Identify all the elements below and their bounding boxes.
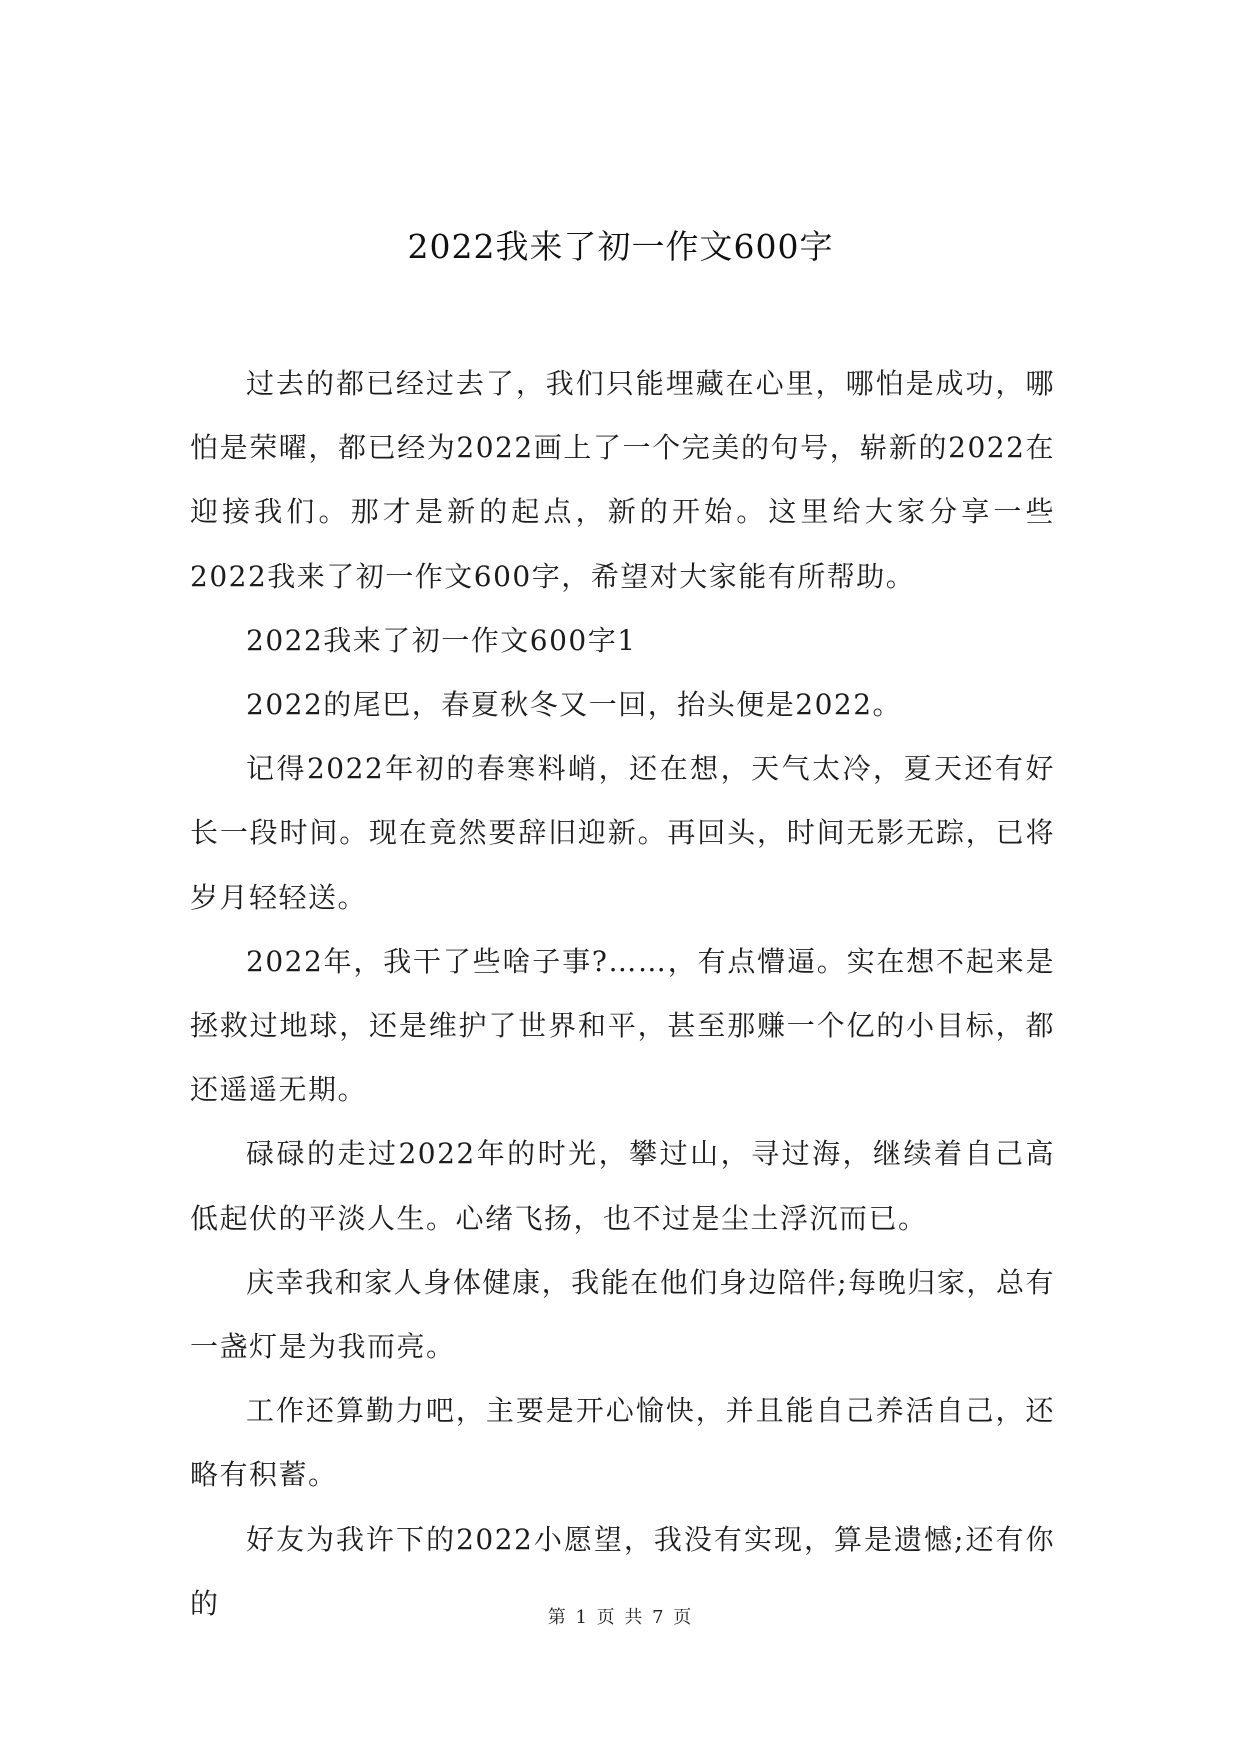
document-title: 2022我来了初一作文600字 bbox=[407, 227, 834, 266]
paragraph: 2022年，我干了些啥子事?……，有点懵逼。实在想不起来是拯救过地球，还是维护了世界和平，甚至那赚一个亿的小目标，都还遥遥无期。 bbox=[190, 944, 1055, 1107]
paragraph: 碌碌的走过2022年的时光，攀过山，寻过海，继续着自己高低起伏的平淡人生。心绪飞扬，也不过是尘土浮沉而已。 bbox=[190, 1137, 1055, 1235]
paragraph-intro: 过去的都已经过去了，我们只能埋藏在心里，哪怕是成功，哪怕是荣曜，都已经为2022画上了一个完美的句号，崭新的2022在迎接我们。那才是新的起点，新的开始。这里给大家分享一些2022我来了初一作文600字，希望对大家能有所帮助。 bbox=[190, 367, 1055, 593]
paragraph: 记得2022年初的春寒料峭，还在想，天气太冷，夏天还有好长一段时间。现在竟然要辞旧迎新。再回头，时间无影无踪，已将岁月轻轻送。 bbox=[190, 752, 1055, 914]
page-footer: 第 1 页 共 7 页 bbox=[547, 1607, 694, 1628]
section-heading: 2022我来了初一作文600字1 bbox=[246, 623, 637, 657]
document-body bbox=[190, 352, 1055, 1636]
paragraph: 工作还算勤力吧，主要是开心愉快，并且能自己养活自己，还略有积蓄。 bbox=[190, 1394, 1055, 1492]
paragraph: 好友为我许下的2022小愿望，我没有实现，算是遗憾;还有你的 bbox=[190, 1522, 1055, 1620]
paragraph: 庆幸我和家人身体健康，我能在他们身边陪伴;每晚归家，总有一盏灯是为我而亮。 bbox=[190, 1265, 1055, 1364]
paragraph: 2022的尾巴，春夏秋冬又一回，抬头便是2022。 bbox=[246, 688, 903, 722]
